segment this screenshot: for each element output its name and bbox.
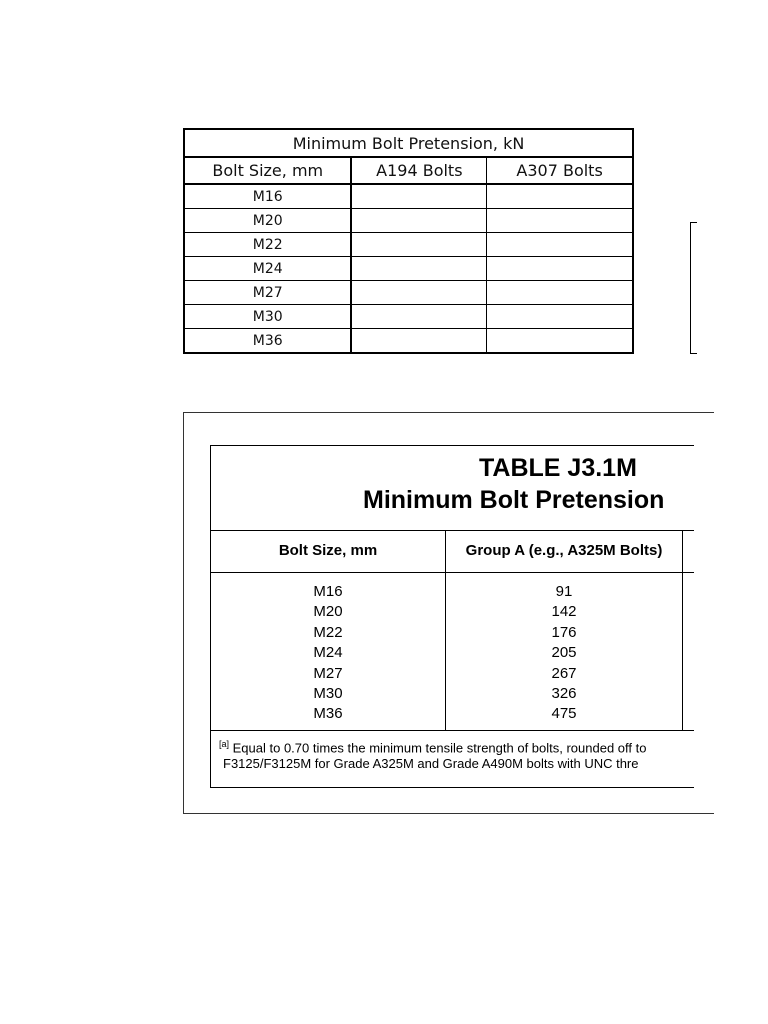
a194-cell[interactable] [351, 257, 486, 281]
footnote-text-1: Equal to 0.70 times the minimum tensile strength of bolts, rounded off to [232, 740, 647, 756]
a307-cell[interactable] [487, 329, 633, 354]
reference-image-clip [184, 413, 694, 813]
bolt-size-cell: M24 [184, 257, 351, 281]
reference-table [210, 445, 694, 788]
bolt-size-cell: M16 [184, 184, 351, 209]
reference-size-cell: M27 [313, 664, 343, 682]
table-row [184, 281, 633, 305]
reference-table-header [211, 530, 694, 573]
a307-cell[interactable] [487, 233, 633, 257]
reference-size-column [211, 572, 446, 730]
reference-header-group-a: Group A (e.g., A325M Bolts) [446, 530, 683, 572]
table-row [184, 305, 633, 329]
a194-cell[interactable] [351, 209, 486, 233]
reference-value-cell: 205 [551, 644, 577, 662]
bolt-size-cell: M27 [184, 281, 351, 305]
bolt-size-cell: M30 [184, 305, 351, 329]
table-row [184, 329, 633, 354]
reference-size-cell: M30 [313, 684, 343, 702]
reference-size-cell: M16 [313, 583, 343, 600]
reference-value-cell: 326 [551, 684, 577, 702]
worksheet-title: Minimum Bolt Pretension, kN [184, 129, 633, 157]
reference-table-title-block [211, 446, 694, 531]
table-row [184, 233, 633, 257]
a307-cell[interactable] [487, 184, 633, 209]
a194-cell[interactable] [351, 329, 486, 354]
footnote-marker: [a] [219, 739, 230, 749]
bolt-size-cell: M22 [184, 233, 351, 257]
reference-group-a-column [446, 572, 683, 730]
header-a194: A194 Bolts [351, 157, 486, 184]
reference-value-cell: 91 [555, 583, 573, 600]
a307-cell[interactable] [487, 281, 633, 305]
a194-cell[interactable] [351, 233, 486, 257]
table-row [184, 209, 633, 233]
reference-value-cell: 475 [551, 705, 577, 723]
reference-footnote [219, 736, 694, 772]
a194-cell[interactable] [351, 305, 486, 329]
footnote-line-1 [219, 736, 694, 756]
cropped-object-edge [690, 222, 697, 354]
a307-cell[interactable] [487, 257, 633, 281]
table-row [184, 184, 633, 209]
reference-value-cell: 176 [551, 623, 577, 641]
reference-table-body [211, 572, 694, 731]
a307-cell[interactable] [487, 305, 633, 329]
a194-cell[interactable] [351, 184, 486, 209]
reference-size-cell: M22 [313, 623, 343, 641]
table-row [184, 257, 633, 281]
reference-value-cell: 142 [551, 603, 577, 621]
header-a307: A307 Bolts [487, 157, 633, 184]
reference-table-title: Minimum Bolt Pretension [363, 486, 665, 514]
reference-size-cell: M24 [313, 644, 343, 662]
bolt-size-cell: M20 [184, 209, 351, 233]
header-bolt-size: Bolt Size, mm [184, 157, 351, 184]
bolt-size-cell: M36 [184, 329, 351, 354]
a194-cell[interactable] [351, 281, 486, 305]
a307-cell[interactable] [487, 209, 633, 233]
reference-size-cell: M36 [313, 705, 343, 723]
reference-image-frame [183, 412, 714, 814]
reference-size-cell: M20 [313, 603, 343, 621]
worksheet-table [183, 128, 634, 354]
reference-value-cell: 267 [551, 664, 577, 682]
reference-header-bolt-size: Bolt Size, mm [211, 530, 446, 572]
reference-table-number: TABLE J3.1M [479, 454, 637, 482]
footnote-line-2: F3125/F3125M for Grade A325M and Grade A490M bolts with UNC thre [223, 756, 639, 772]
